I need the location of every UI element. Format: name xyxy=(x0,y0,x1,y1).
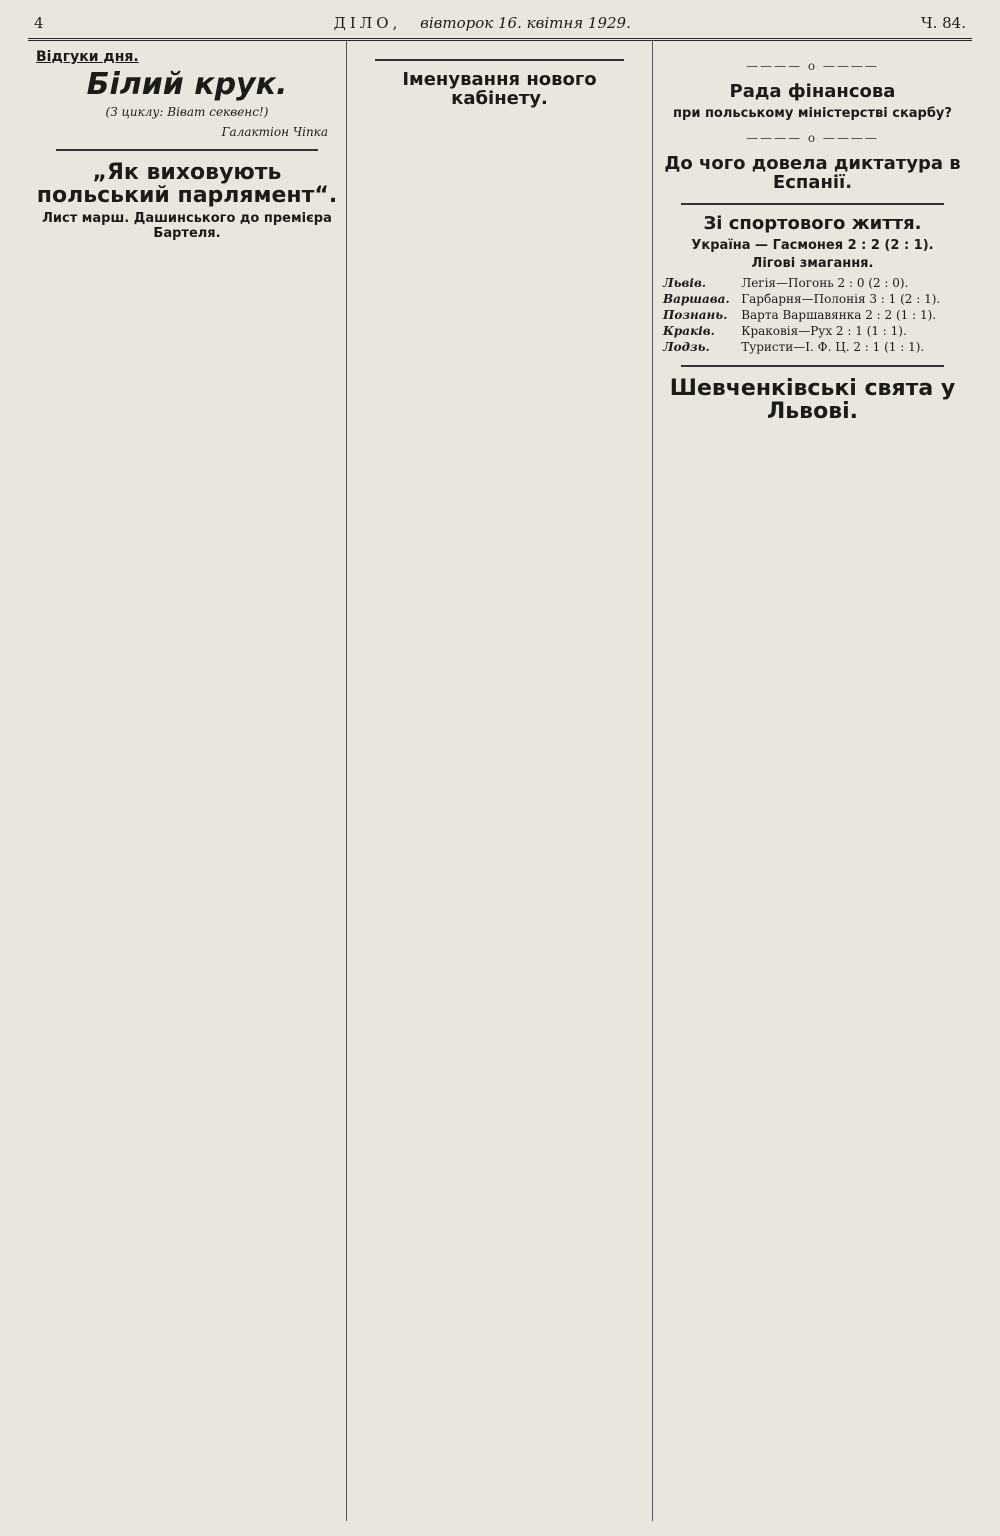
column-1 xyxy=(28,41,346,1521)
headline-new-cabinet: Іменування нового кабінету. xyxy=(402,69,597,109)
headline-white-raven: Білий крук. xyxy=(86,67,288,102)
league-result-row xyxy=(661,291,964,307)
column-2 xyxy=(346,41,652,1521)
columns xyxy=(28,41,972,1521)
headline-polish-parliament: „Як виховують польський парлямент“. xyxy=(36,159,338,208)
issue-date: вівторок 16. квітня 1929. xyxy=(420,14,631,32)
result-city: Познань. xyxy=(663,307,728,322)
result-match: Легія—Погонь 2 : 0 (2 : 0). xyxy=(741,275,909,290)
rubric-label: Відгуки дня. xyxy=(36,49,139,65)
result-match: Краковія—Рух 2 : 1 (1 : 1). xyxy=(741,323,907,338)
result-match: Туристи—І. Ф. Ц. 2 : 1 (1 : 1). xyxy=(741,339,925,354)
headline-shevchenko-festivities: Шевченківські свята у Львові. xyxy=(669,375,956,424)
result-city: Львів. xyxy=(663,275,707,290)
league-title: Лігові змагання. xyxy=(751,255,874,271)
column-3 xyxy=(652,41,972,1521)
masthead-title-date xyxy=(334,14,631,32)
ornament-divider: ———— o ———— xyxy=(746,59,879,73)
section-divider xyxy=(681,203,944,205)
result-city: Лодзь. xyxy=(663,339,710,354)
section-divider xyxy=(681,365,944,367)
headline-spain-dictatorship: До чого довела диктатура в Еспанії. xyxy=(664,152,961,193)
result-match: Гарбарня—Полонія 3 : 1 (2 : 1). xyxy=(741,291,941,306)
page-number: 4 xyxy=(34,14,44,32)
subhead-sport-match: Україна — Гасмонея 2 : 2 (2 : 1). xyxy=(691,237,934,253)
result-city: Варшава. xyxy=(663,291,730,306)
feuilleton-signature: Галактіон Чіпка xyxy=(221,124,328,139)
league-result-row xyxy=(661,275,964,291)
subhead-white-raven: (З циклу: Віват секвенс!) xyxy=(105,104,269,119)
subhead-finance-council: при польському міністерстві скарбу? xyxy=(673,105,952,121)
section-divider xyxy=(56,149,318,151)
league-result-row xyxy=(661,323,964,339)
headline-sport: Зі спортового життя. xyxy=(703,212,922,234)
section-divider xyxy=(375,59,624,61)
league-results-table xyxy=(661,275,964,355)
newspaper-title: ДІЛО, xyxy=(333,14,402,32)
ornament-divider: ———— o ———— xyxy=(746,130,879,145)
league-result-row xyxy=(661,307,964,323)
issue-number: Ч. 84. xyxy=(920,14,966,32)
masthead xyxy=(28,14,972,41)
result-match: Варта Варшавянка 2 : 2 (1 : 1). xyxy=(741,307,937,322)
subhead-polish-parliament: Лист марш. Дашинського до премієра Бартеля. xyxy=(42,210,332,241)
league-result-row xyxy=(661,339,964,355)
result-city: Краків. xyxy=(663,323,715,338)
headline-finance-council: Рада фінансова xyxy=(729,81,896,102)
